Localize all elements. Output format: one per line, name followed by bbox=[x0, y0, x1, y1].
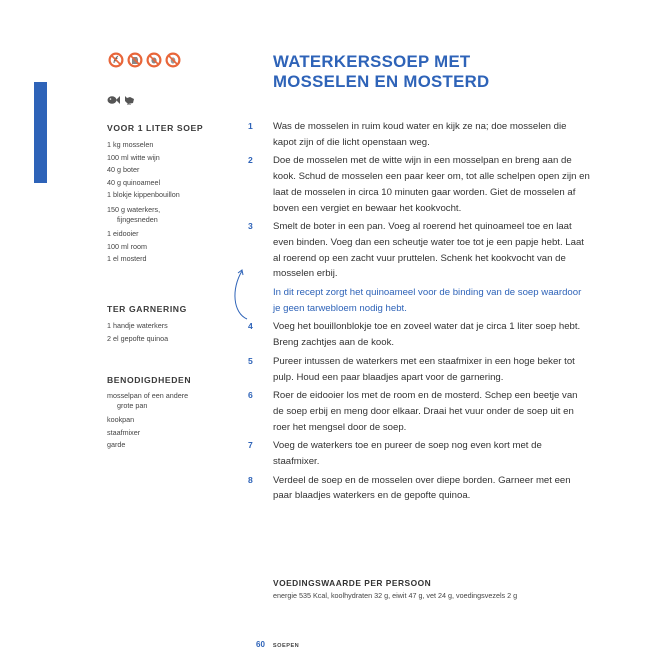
fish-icon bbox=[107, 95, 120, 105]
list-item: kookpan bbox=[107, 415, 135, 424]
step-number: 1 bbox=[248, 121, 253, 131]
nutrition-values: energie 535 Kcal, koolhydraten 32 g, eiwit 47 g, vet 24 g, voedingsvezels 2 g bbox=[273, 591, 518, 600]
list-item: 2 el gepofte quinoa bbox=[107, 333, 169, 343]
recipe-title-line-2: MOSSELEN EN MOSTERD bbox=[273, 72, 490, 91]
step-5 bbox=[240, 354, 590, 385]
allergen-icons bbox=[108, 52, 181, 68]
list-item: 40 g boter bbox=[107, 165, 140, 175]
list-item: 1 handje waterkers bbox=[107, 321, 168, 330]
egg-free-icon bbox=[165, 52, 181, 68]
page-number: 60 bbox=[256, 640, 265, 649]
step-1 bbox=[240, 119, 590, 150]
equipment-section bbox=[107, 375, 232, 452]
list-item-continued: grote pan bbox=[117, 401, 148, 410]
step-8 bbox=[240, 473, 590, 504]
recipe-tip: In dit recept zorgt het quinoameel voor de binding van de soep waardoor je geen tarwebloem nodig hebt. bbox=[273, 287, 582, 314]
step-text: Roer de eidooier los met de room en de mosterd. Schep een beetje van de soep erbij en meng door elkaar. Draai het vuur onder de soep uit en roer het mengsel door de soep. bbox=[273, 390, 578, 433]
step-7 bbox=[240, 438, 590, 469]
garnish-list bbox=[107, 320, 232, 345]
list-item: 1 blokje kippenbouillon bbox=[107, 190, 180, 200]
equipment-list bbox=[107, 391, 232, 452]
garnish-heading: TER GARNERING bbox=[107, 304, 187, 314]
preparation-steps bbox=[240, 119, 590, 507]
list-item: 1 el mosterd bbox=[107, 254, 147, 264]
list-item: staafmixer bbox=[107, 427, 141, 437]
list-item: 40 g quinoameel bbox=[107, 177, 161, 187]
step-text: Verdeel de soep en de mosselen over diepe borden. Garneer met een paar blaadjes waterkers en de gepofte quinoa. bbox=[273, 474, 571, 502]
recipe-title-line-1: WATERKERSSOEP MET bbox=[273, 52, 471, 71]
recipe-title bbox=[273, 52, 489, 92]
ingredients-heading: VOOR 1 LITER SOEP bbox=[107, 123, 204, 133]
section-tab-marker bbox=[34, 82, 47, 183]
list-item-continued: fijngesneden bbox=[117, 214, 158, 224]
step-text: Pureer intussen de waterkers met een staafmixer in een hoge beker tot pulp. Houd een paar blaadjes apart voor de garnering. bbox=[273, 355, 575, 383]
step-number: 3 bbox=[248, 221, 253, 232]
page-footer bbox=[256, 640, 299, 649]
step-number: 8 bbox=[248, 474, 253, 485]
list-item: 100 ml room bbox=[107, 241, 147, 251]
step-text: Doe de mosselen met de witte wijn in een mosselpan en breng aan de kook. Schud de mosselen een paar keer om, tot alle schelpen open zijn en laat de mosselen in circa 10 minuten gaar worden. Giet de mosselen af boven een vergiet en bewaar het kookvocht. bbox=[273, 155, 590, 214]
list-item: 1 kg mosselen bbox=[107, 140, 154, 149]
step-number: 2 bbox=[248, 155, 253, 166]
ingredients-section bbox=[107, 123, 232, 266]
nut-free-icon bbox=[146, 52, 162, 68]
step-2 bbox=[240, 153, 590, 216]
list-item: 1 eidooier bbox=[107, 228, 139, 238]
equipment-heading: BENODIGDHEDEN bbox=[107, 375, 192, 385]
list-item: 150 g waterkers, bbox=[107, 204, 161, 214]
step-text: Voeg het bouillonblokje toe en zoveel water dat je circa 1 liter soep hebt. Breng zachtjes aan de kook. bbox=[273, 321, 581, 349]
nutrition-section bbox=[273, 578, 603, 600]
list-item: 100 ml witte wijn bbox=[107, 152, 160, 162]
chicken-icon bbox=[123, 95, 135, 105]
step-number: 6 bbox=[248, 390, 253, 401]
diet-icons bbox=[107, 95, 135, 105]
lactose-free-icon bbox=[127, 52, 143, 68]
step-6 bbox=[240, 388, 590, 435]
list-item: mosselpan of een andere bbox=[107, 391, 189, 400]
step-3 bbox=[240, 219, 590, 282]
nutrition-heading: VOEDINGSWAARDE PER PERSOON bbox=[273, 578, 432, 588]
step-number: 4 bbox=[248, 321, 253, 332]
list-item: garde bbox=[107, 440, 126, 450]
gluten-free-icon bbox=[108, 52, 124, 68]
section-name: SOEPEN bbox=[272, 643, 300, 649]
ingredients-list bbox=[107, 139, 232, 266]
step-4 bbox=[240, 319, 590, 350]
step-text: Was de mosselen in ruim koud water en kijk ze na; doe mosselen die kapot zijn of die licht openstaan weg. bbox=[273, 121, 567, 148]
garnish-section bbox=[107, 304, 232, 345]
step-text: Smelt de boter in een pan. Voeg al roerend het quinoameel toe en laat even binden. Voeg dan een scheutje water toe tot je een papje hebt. Laat al roerend op een zacht vuur pruttelen. Schenk het kookvocht van de mosselen erbij. bbox=[273, 221, 584, 280]
step-number: 5 bbox=[248, 355, 253, 366]
step-number: 7 bbox=[248, 440, 253, 451]
step-text: Voeg de waterkers toe en pureer de soep nog even kort met de staafmixer. bbox=[273, 440, 542, 468]
